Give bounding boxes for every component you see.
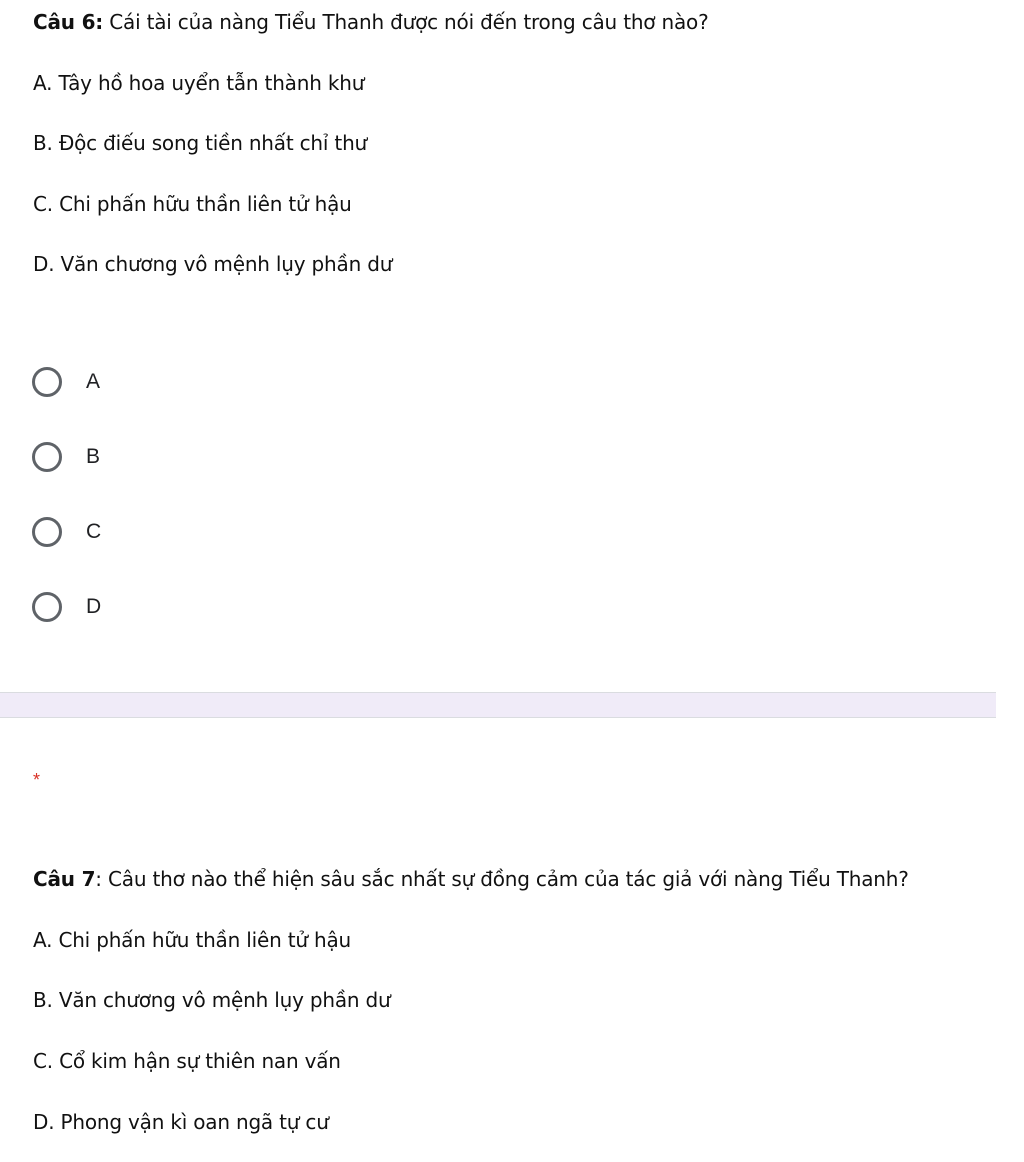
question-6-option-a: A. Tây hồ hoa uyển tẫn thành khư: [33, 71, 365, 95]
radio-label-b: B: [86, 445, 101, 468]
question-7-title: [33, 866, 909, 892]
radio-label-d: D: [86, 595, 102, 618]
question-6-option-c: C. Chi phấn hữu thần liên tử hậu: [33, 192, 352, 216]
section-divider: [0, 692, 996, 718]
radio-label-c: C: [86, 520, 102, 543]
radio-button-c[interactable]: [32, 517, 62, 547]
question-7-option-a: A. Chi phấn hữu thần liên tử hậu: [33, 928, 351, 952]
question-7-text: : Câu thơ nào thể hiện sâu sắc nhất sự đồng cảm của tác giả với nàng Tiểu Thanh?: [95, 867, 909, 891]
question-7-option-b: B. Văn chương vô mệnh lụy phần dư: [33, 988, 391, 1012]
question-7-label: Câu 7: [33, 867, 96, 891]
question-6-option-b: B. Độc điếu song tiền nhất chỉ thư: [33, 131, 368, 155]
radio-label-a: A: [86, 370, 101, 393]
question-6-title: [33, 9, 709, 35]
radio-choice-b[interactable]: [32, 437, 332, 477]
question-6-text: Cái tài của nàng Tiểu Thanh được nói đến trong câu thơ nào?: [103, 10, 709, 34]
question-7-option-d: D. Phong vận kì oan ngã tự cư: [33, 1110, 329, 1134]
radio-button-d[interactable]: [32, 592, 62, 622]
question-6-label: Câu 6:: [33, 10, 104, 34]
radio-choice-d[interactable]: [32, 587, 332, 627]
radio-choice-a[interactable]: [32, 362, 332, 402]
question-7-option-c: C. Cổ kim hận sự thiên nan vấn: [33, 1049, 341, 1073]
radio-button-a[interactable]: [32, 367, 62, 397]
radio-button-b[interactable]: [32, 442, 62, 472]
required-marker: *: [33, 770, 41, 790]
question-6-option-d: D. Văn chương vô mệnh lụy phần dư: [33, 252, 393, 276]
radio-choice-c[interactable]: [32, 512, 332, 552]
